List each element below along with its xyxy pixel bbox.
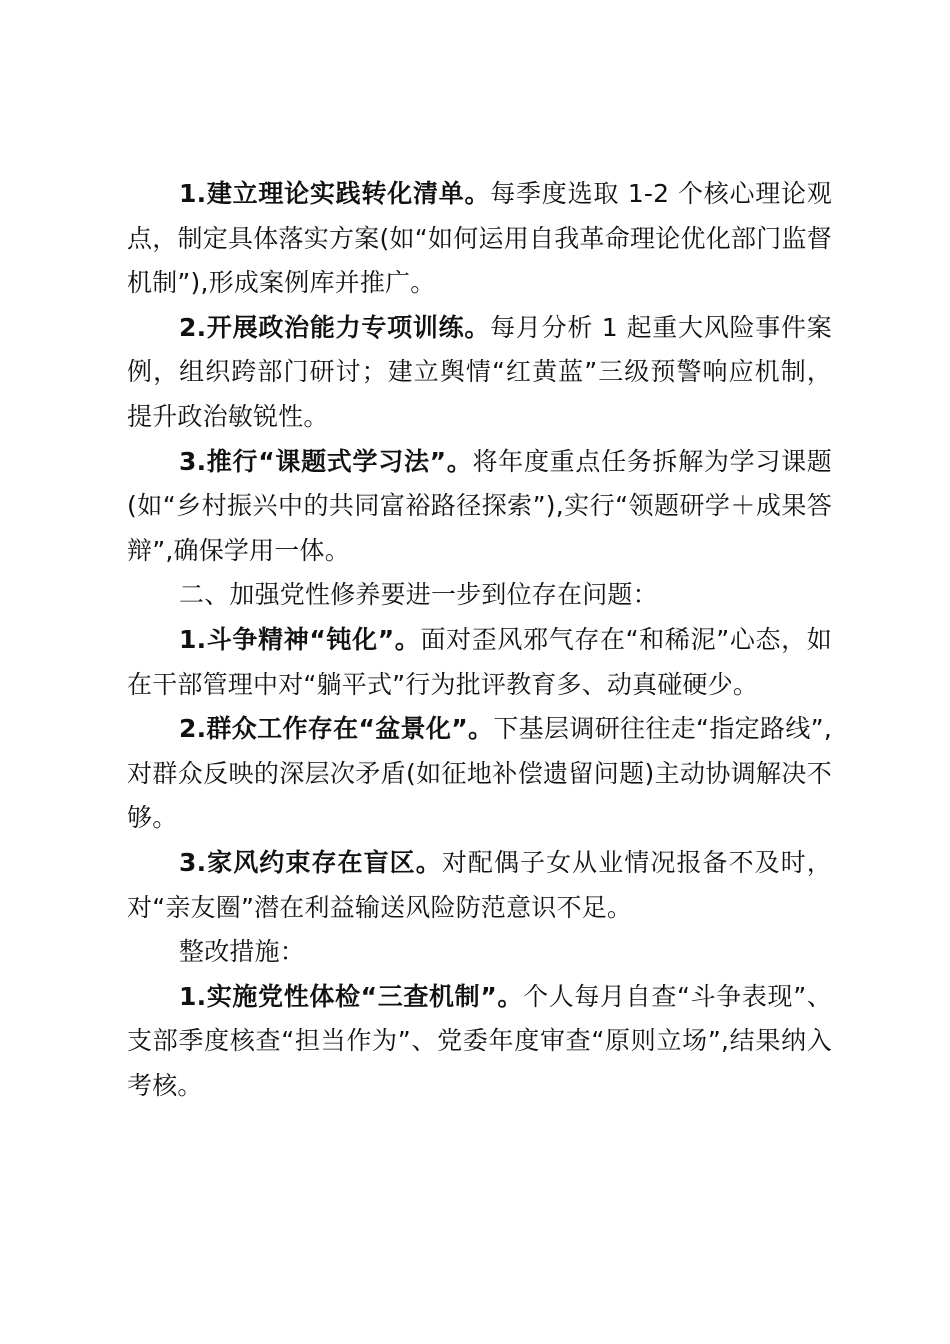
paragraph-body: 每月分析 1 起重大风险事件案例，组织跨部门研讨；建立舆情“红黄蓝”三级预警响应机制，提升政治敏锐性。 — [127, 312, 832, 431]
paragraph-lead: 3.家风约束存在盲区。 — [179, 847, 442, 877]
paragraph-body: 下基层调研往往走“指定路线”,对群众反映的深层次矛盾(如征地补偿遗留问题)主动协调解决不够。 — [127, 714, 832, 833]
section-heading-party-spirit — [127, 573, 832, 618]
paragraph-lead: 1.建立理论实践转化清单。 — [179, 179, 491, 208]
paragraph-measure-3 — [127, 440, 832, 574]
paragraph-problem-2 — [127, 707, 832, 841]
paragraph-lead: 1.斗争精神“钝化”。 — [179, 624, 421, 654]
paragraph-lead: 2.开展政治能力专项训练。 — [179, 312, 491, 342]
paragraph-body: 将年度重点任务拆解为学习课题 (如“乡村振兴中的共同富裕路径探索”),实行“领题研学＋成果答辩”,确保学用一体。 — [127, 446, 832, 565]
paragraph-body: 对配偶子女从业情况报备不及时，对“亲友圈”潜在利益输送风险防范意识不足。 — [127, 847, 833, 922]
paragraph-problem-3 — [127, 841, 832, 930]
document-page — [127, 172, 832, 1108]
section-heading-rectification — [127, 930, 832, 975]
paragraph-body: 二、加强党性修养要进一步到位存在问题： — [179, 580, 658, 610]
paragraph-rectification-1 — [127, 975, 832, 1109]
paragraph-problem-1 — [127, 618, 832, 707]
paragraph-lead: 1.实施党性体检“三查机制”。 — [179, 981, 524, 1011]
paragraph-lead: 2.群众工作存在“盆景化”。 — [179, 714, 494, 744]
paragraph-body: 整改措施： — [179, 937, 306, 967]
paragraph-measure-1 — [127, 172, 832, 306]
paragraph-measure-2 — [127, 306, 832, 440]
paragraph-body: 每季度选取 1-2 个核心理论观点，制定具体落实方案(如“如何运用自我革命理论优化部门监督机制”),形成案例库并推广。 — [127, 179, 832, 298]
paragraph-lead: 3.推行“课题式学习法”。 — [179, 446, 473, 476]
paragraph-body: 面对歪风邪气存在“和稀泥”心态，如在干部管理中对“躺平式”行为批评教育多、动真碰硬少。 — [127, 624, 832, 699]
paragraph-body: 个人每月自查“斗争表现”、支部季度核查“担当作为”、党委年度审查“原则立场”,结果纳入考核。 — [127, 981, 832, 1100]
